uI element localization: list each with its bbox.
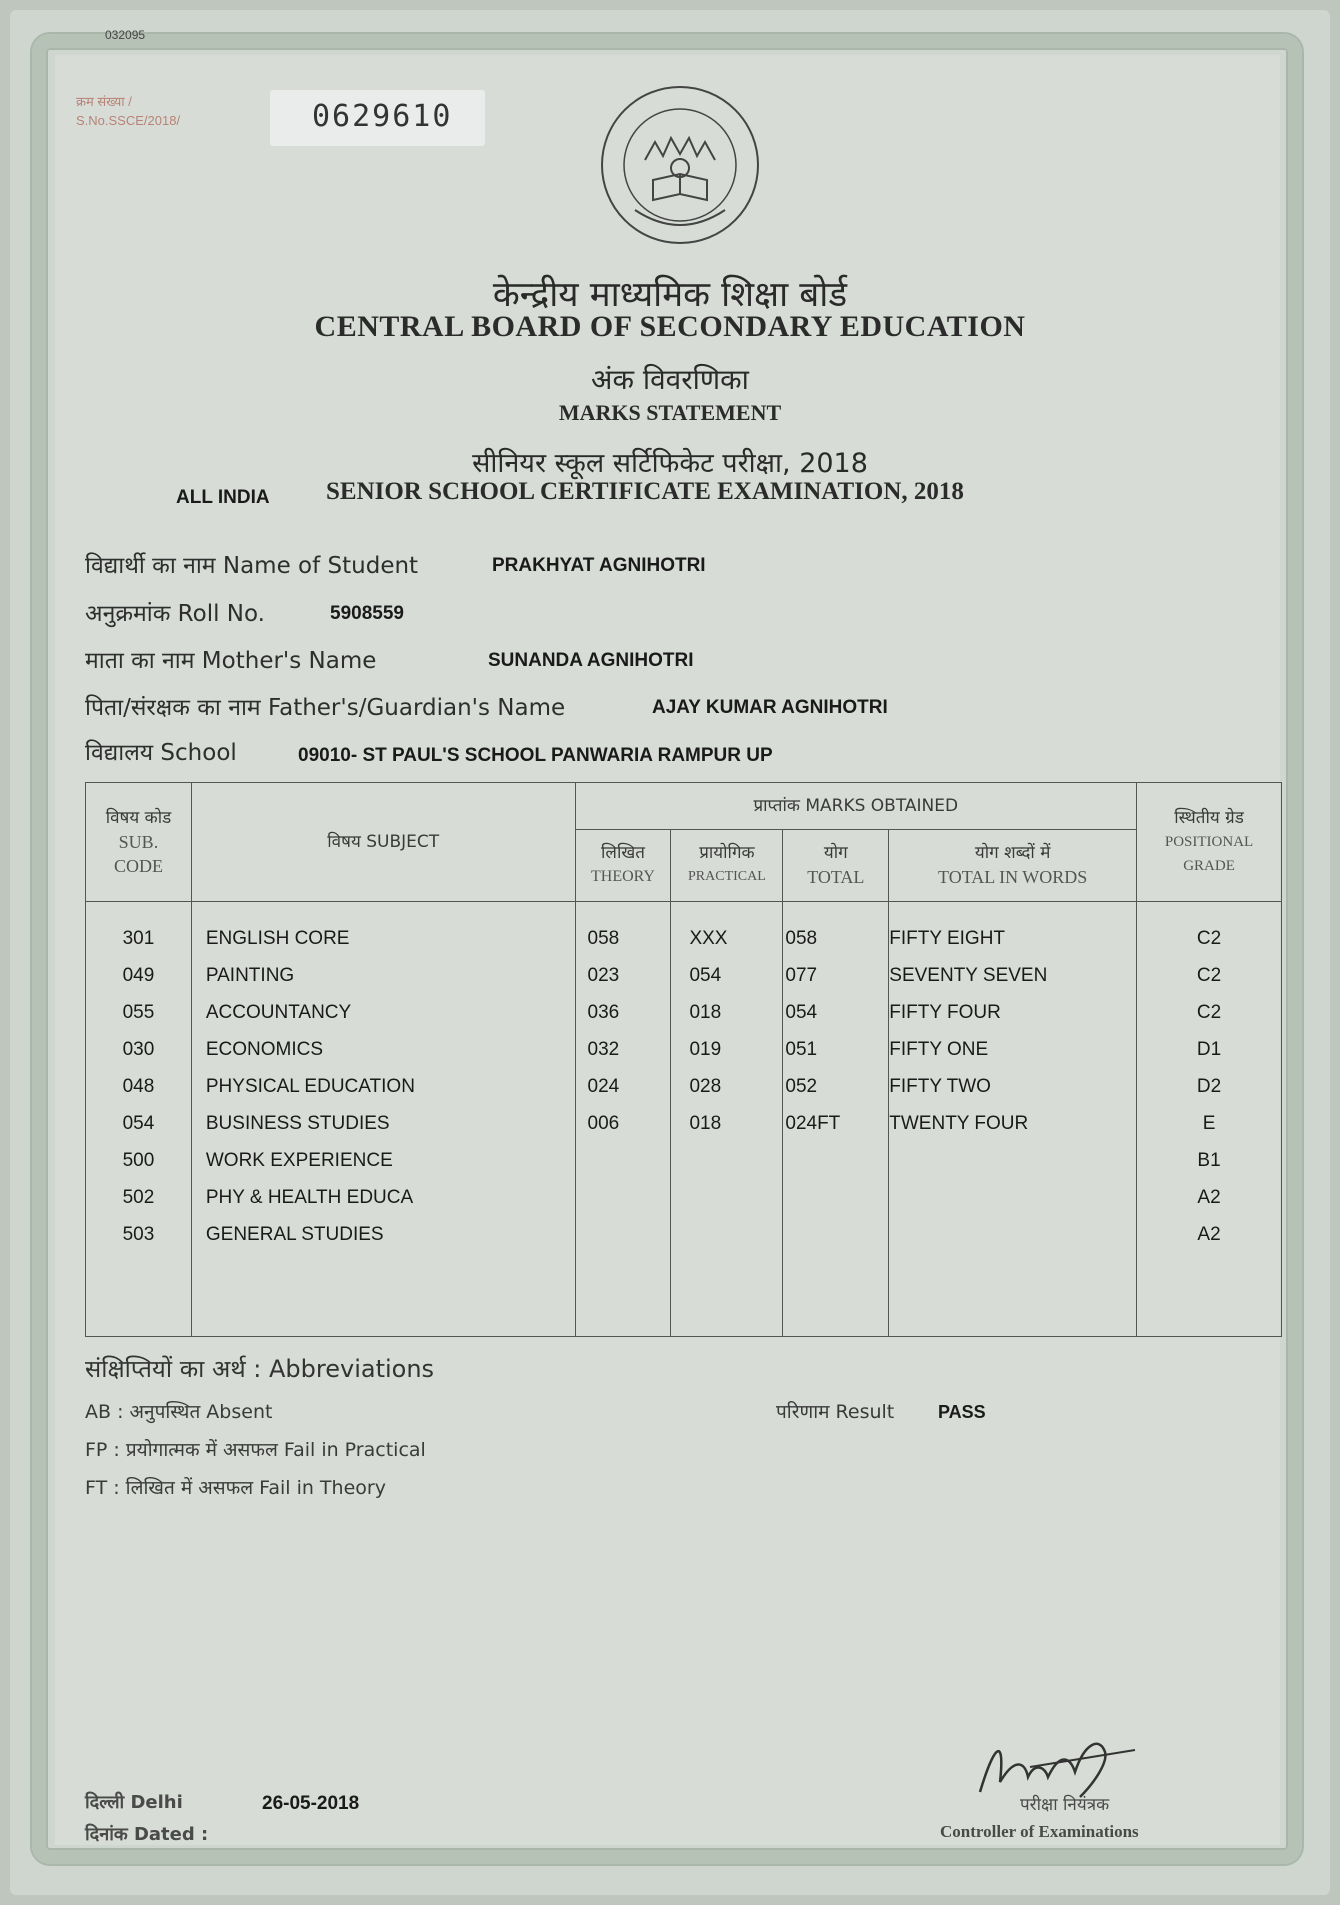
- controller-title-hindi: परीक्षा नियंत्रक: [1020, 1795, 1110, 1815]
- cell-grade: A2: [1197, 1223, 1221, 1245]
- father-name: AJAY KUMAR AGNIHOTRI: [652, 697, 888, 718]
- dated-label: दिनांक Dated :: [85, 1824, 209, 1845]
- serial-no-label-en: S.No.SSCE/2018/: [76, 113, 181, 128]
- cell-subject: GENERAL STUDIES: [205, 1223, 384, 1245]
- cell-practical: 018: [689, 1001, 722, 1023]
- column-code: [86, 901, 192, 1336]
- abbr-fail-theory: FT : लिखित में असफल Fail in Theory: [85, 1477, 386, 1499]
- cell-subject: ENGLISH CORE: [205, 927, 350, 949]
- cell-code: 301: [122, 927, 155, 949]
- cell-subject: WORK EXPERIENCE: [205, 1149, 393, 1171]
- marks-table-body: [86, 901, 1282, 1336]
- cell-total: [785, 1216, 888, 1253]
- cell-theory: [588, 1179, 671, 1216]
- cell-practical: [689, 1179, 782, 1216]
- cell-theory: 006: [587, 1112, 620, 1134]
- father-name-label: पिता/संरक्षक का नाम Father's/Guardian's Name: [85, 695, 566, 721]
- cell-practical: [689, 1142, 782, 1179]
- cell-theory: [588, 1216, 671, 1253]
- cell-total: 024FT: [785, 1112, 841, 1134]
- result-value: PASS: [938, 1402, 986, 1422]
- cell-code: 054: [122, 1112, 155, 1134]
- cell-total: [785, 1179, 888, 1216]
- abbreviations-title: संक्षिप्तियों का अर्थ : Abbreviations: [85, 1355, 435, 1383]
- serial-no-value: 0629610: [312, 99, 453, 134]
- school-label: विद्यालय School: [85, 740, 237, 766]
- cell-grade: C2: [1196, 964, 1222, 986]
- student-name-label: विद्यार्थी का नाम Name of Student: [85, 553, 419, 579]
- column-grade: [1137, 901, 1282, 1336]
- cell-subject: ECONOMICS: [205, 1038, 324, 1060]
- school-name: 09010- ST PAUL'S SCHOOL PANWARIA RAMPUR UP: [298, 745, 773, 766]
- issue-date: 26-05-2018: [262, 1793, 360, 1814]
- serial-no-label: [76, 92, 246, 130]
- cbse-logo-icon: [595, 80, 765, 250]
- cell-total: 052: [785, 1075, 818, 1097]
- cell-grade: A2: [1197, 1186, 1221, 1208]
- cell-total: [785, 1142, 888, 1179]
- cell-practical: XXX: [689, 927, 728, 949]
- cell-grade: D2: [1196, 1075, 1222, 1097]
- cell-words: FIFTY ONE: [889, 1038, 989, 1060]
- cell-total: 054: [785, 1001, 818, 1023]
- top-serial: 032095: [105, 28, 146, 42]
- place-label: दिल्ली Delhi: [85, 1792, 183, 1813]
- roll-label: अनुक्रमांक Roll No.: [85, 601, 265, 627]
- cell-code: 502: [122, 1186, 155, 1208]
- exam-name-hindi: सीनियर स्कूल सर्टिफिकेट परीक्षा, 2018: [472, 448, 868, 479]
- cell-practical: 019: [689, 1038, 722, 1060]
- cell-grade: B1: [1197, 1149, 1221, 1171]
- column-total: [783, 901, 889, 1336]
- cell-total: 077: [785, 964, 818, 986]
- cell-words: SEVENTY SEVEN: [889, 964, 1048, 986]
- column-subject: [191, 901, 575, 1336]
- cell-grade: C2: [1196, 927, 1222, 949]
- cell-theory: 058: [587, 927, 620, 949]
- cell-words: FIFTY FOUR: [889, 1001, 1001, 1023]
- column-theory: [575, 901, 671, 1336]
- marks-table: [85, 782, 1282, 1337]
- cell-theory: 032: [587, 1038, 620, 1060]
- header-theory: लिखित THEORY: [575, 829, 671, 901]
- cell-code: 055: [122, 1001, 155, 1023]
- header-practical: प्रायोगिक PRACTICAL: [671, 829, 783, 901]
- cell-subject: PAINTING: [205, 964, 295, 986]
- header-total: योग TOTAL: [783, 829, 889, 901]
- result-label: परिणाम Result: [776, 1401, 895, 1423]
- doc-title-hindi: अंक विवरणिका: [591, 363, 749, 396]
- header-subject: विषय SUBJECT: [191, 783, 575, 902]
- header-total-in-words: योग शब्दों में TOTAL IN WORDS: [889, 829, 1137, 901]
- header-positional-grade: स्थितीय ग्रेड POSITIONAL GRADE: [1137, 783, 1282, 902]
- cell-theory: 024: [587, 1075, 620, 1097]
- mother-name-label: माता का नाम Mother's Name: [85, 648, 377, 674]
- cell-grade: C2: [1196, 1001, 1222, 1023]
- cell-total: 051: [785, 1038, 818, 1060]
- cell-code: 030: [122, 1038, 155, 1060]
- cell-subject: PHYSICAL EDUCATION: [205, 1075, 415, 1097]
- exam-name-english: SENIOR SCHOOL CERTIFICATE EXAMINATION, 2018: [326, 478, 964, 505]
- column-total-in-words: [889, 901, 1137, 1336]
- column-practical: [671, 901, 783, 1336]
- cell-practical: 054: [689, 964, 722, 986]
- board-name-hindi: केन्द्रीय माध्यमिक शिक्षा बोर्ड: [492, 275, 848, 315]
- abbr-absent: AB : अनुपस्थित Absent: [85, 1401, 273, 1423]
- cell-subject: PHY & HEALTH EDUCA: [205, 1186, 414, 1208]
- cell-code: 048: [122, 1075, 155, 1097]
- cell-practical: 018: [689, 1112, 722, 1134]
- serial-no-label-hi: क्रम संख्या /: [76, 94, 132, 109]
- cell-words: [889, 1142, 1136, 1179]
- abbr-fail-practical: FP : प्रयोगात्मक में असफल Fail in Practical: [85, 1439, 426, 1461]
- cell-words: FIFTY TWO: [889, 1075, 991, 1097]
- header-marks-obtained: प्राप्तांक MARKS OBTAINED: [575, 783, 1137, 830]
- cell-words: [889, 1179, 1136, 1216]
- cell-theory: 036: [587, 1001, 620, 1023]
- board-name-english: CENTRAL BOARD OF SECONDARY EDUCATION: [314, 310, 1026, 343]
- doc-title-english: MARKS STATEMENT: [558, 400, 782, 425]
- cell-words: FIFTY EIGHT: [889, 927, 1006, 949]
- cell-subject: ACCOUNTANCY: [205, 1001, 352, 1023]
- roll-number: 5908559: [330, 603, 404, 624]
- cell-code: 049: [122, 964, 155, 986]
- cell-practical: [689, 1216, 782, 1253]
- controller-title-english: Controller of Examinations: [940, 1822, 1139, 1841]
- exam-scope: ALL INDIA: [176, 487, 270, 508]
- cell-code: 503: [122, 1223, 155, 1245]
- cell-total: 058: [785, 927, 818, 949]
- cell-words: TWENTY FOUR: [889, 1112, 1029, 1134]
- cell-theory: 023: [587, 964, 620, 986]
- cell-practical: 028: [689, 1075, 722, 1097]
- cell-subject: BUSINESS STUDIES: [205, 1112, 390, 1134]
- mother-name: SUNANDA AGNIHOTRI: [488, 650, 694, 671]
- student-name: PRAKHYAT AGNIHOTRI: [492, 555, 706, 576]
- cell-grade: D1: [1196, 1038, 1222, 1060]
- cell-grade: E: [1202, 1112, 1216, 1134]
- cell-theory: [588, 1142, 671, 1179]
- cell-words: [889, 1216, 1136, 1253]
- cell-code: 500: [122, 1149, 155, 1171]
- header-sub-code: विषय कोड SUB. CODE: [86, 783, 192, 902]
